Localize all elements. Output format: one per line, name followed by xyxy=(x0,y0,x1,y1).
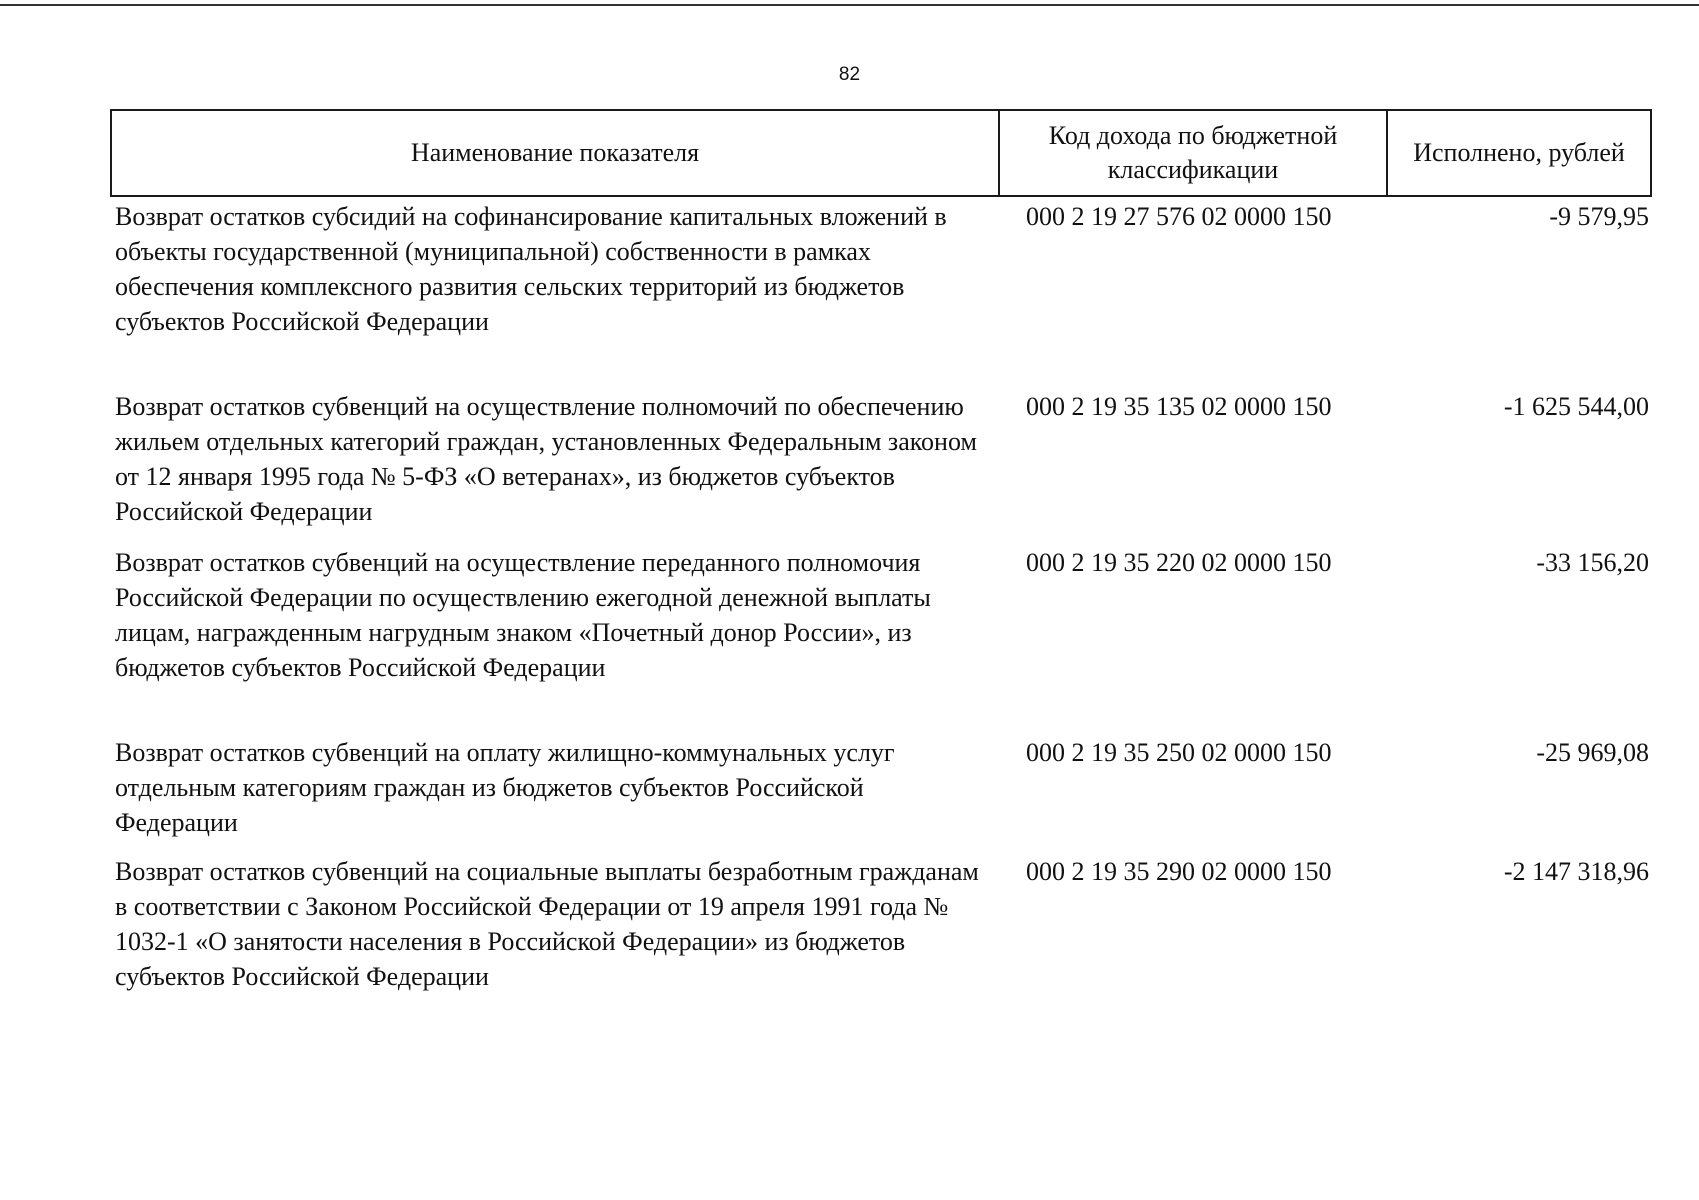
header-executed-amount: Исполнено, рублей xyxy=(1387,110,1651,196)
table-row xyxy=(111,545,1651,735)
indicator-name-cell: Возврат остатков субвенций на оплату жилищно-коммунальных услуг отдельным категориям граждан из бюджетов субъектов Российской Федерации xyxy=(115,738,895,837)
table-row xyxy=(111,735,1651,854)
executed-amount-cell: -25 969,08 xyxy=(1536,738,1649,767)
executed-amount-cell: -33 156,20 xyxy=(1536,548,1649,577)
indicator-name-cell: Возврат остатков субсидий на софинансирование капитальных вложений в объекты государственной (муниципальной) собственности в рамках обеспечения комплексного развития сельских территорий из бюджетов субъектов Российской Федерации xyxy=(115,202,947,336)
table-header xyxy=(111,110,1651,196)
executed-amount-cell: -1 625 544,00 xyxy=(1503,392,1649,421)
executed-amount-cell: -9 579,95 xyxy=(1549,202,1649,231)
revenue-code-cell: 000 2 19 27 576 02 0000 150 xyxy=(1026,202,1332,231)
table-row xyxy=(111,854,1651,1004)
table-row xyxy=(111,196,1651,389)
revenue-code-cell: 000 2 19 35 290 02 0000 150 xyxy=(1026,857,1332,886)
indicator-name-cell: Возврат остатков субвенций на осуществление полномочий по обеспечению жильем отдельных категорий граждан, установленных Федеральным законом от 12 января 1995 года № 5-ФЗ «О ветеранах», из бюджетов субъектов Российской Федерации xyxy=(115,392,977,526)
table-body xyxy=(111,196,1651,1004)
executed-amount-cell: -2 147 318,96 xyxy=(1503,857,1649,886)
header-row xyxy=(111,110,1651,196)
revenue-code-cell: 000 2 19 35 250 02 0000 150 xyxy=(1026,738,1332,767)
header-revenue-code: Код дохода по бюджетной классификации xyxy=(999,110,1387,196)
revenue-code-cell: 000 2 19 35 220 02 0000 150 xyxy=(1026,548,1332,577)
table-row xyxy=(111,389,1651,545)
top-border-line xyxy=(0,4,1699,6)
indicator-name-cell: Возврат остатков субвенций на осуществление переданного полномочия Российской Федерации по осуществлению ежегодной денежной выплаты лицам, награжденным нагрудным знаком «Почетный донор России», из бюджетов субъектов Российской Федерации xyxy=(115,548,931,682)
revenue-code-cell: 000 2 19 35 135 02 0000 150 xyxy=(1026,392,1332,421)
budget-revenue-table xyxy=(110,109,1652,1004)
header-indicator-name: Наименование показателя xyxy=(111,110,999,196)
page-number: 82 xyxy=(838,64,861,85)
indicator-name-cell: Возврат остатков субвенций на социальные выплаты безработным гражданам в соответствии с Законом Российской Федерации от 19 апреля 1991 года № 1032-1 «О занятости населения в Российской Федерации» из бюджетов субъектов Российской Федерации xyxy=(115,857,979,991)
